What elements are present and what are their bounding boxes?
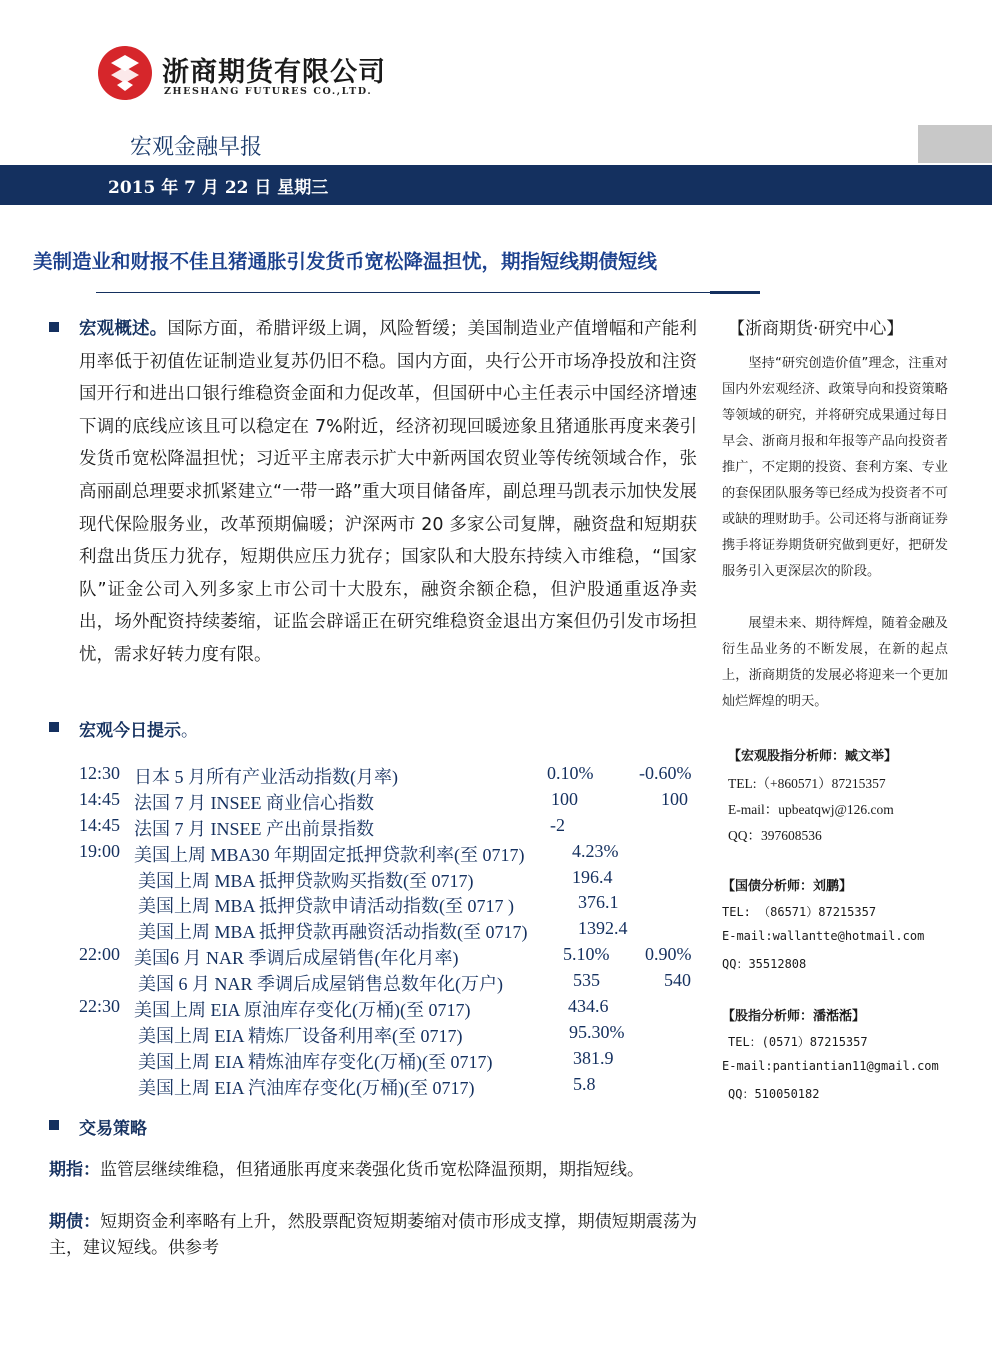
calendar-event: 法国 7 月 INSEE 商业信心指数 (134, 793, 374, 813)
calendar-actual: 535 (573, 970, 600, 990)
macro-today-title (79, 716, 198, 741)
report-name: 宏观金融早报 (130, 135, 263, 160)
analyst-tel: TEL：(0571）87215357 (728, 1035, 868, 1049)
calendar-time: 19:00 (79, 841, 121, 861)
calendar-actual: 381.9 (573, 1048, 614, 1068)
calendar-event: 美国上周 EIA 原油库存变化(万桶)(至 0717) (134, 1000, 471, 1020)
calendar-time: 14:45 (79, 789, 121, 809)
analyst-title: 【股指分析师：潘湉湉】 (722, 1009, 866, 1024)
sidebar-outlook: 展望未来、期待辉煌，随着金融及衍生品业务的不断发展，在新的起点上，浙商期货的发展必将迎来一个更加灿烂辉煌的明天。 (722, 616, 948, 709)
analyst-tel: TEL:（+860571）87215357 (728, 776, 886, 791)
calendar-previous: 540 (664, 970, 691, 990)
strategy-title: 交易策略 (79, 1119, 147, 1139)
headline-divider (96, 292, 710, 293)
strategy-bond-text: 短期资金利率略有上升，然股票配资短期萎缩对债市形成支撑，期债短期震荡为主，建议短线。供参考 (49, 1212, 698, 1258)
calendar-event: 美国上周 EIA 汽油库存变化(万桶)(至 0717) (138, 1078, 475, 1098)
calendar-event: 美国上周 MBA 抵押贷款申请活动指数(至 0717 ) (138, 896, 515, 916)
calendar-actual: 376.1 (578, 892, 619, 912)
calendar-previous: 100 (661, 789, 688, 809)
calendar-event: 美国上周 EIA 精炼油库存变化(万桶)(至 0717) (138, 1052, 493, 1072)
calendar-event: 日本 5 月所有产业活动指数(月率) (134, 767, 398, 787)
strategy-index-futures (49, 1157, 697, 1183)
headline-divider-accent (710, 291, 760, 294)
strategy-index-label: 期指： (49, 1160, 100, 1180)
strategy-bond-label: 期债： (49, 1212, 101, 1232)
analyst-qq: QQ：397608536 (728, 828, 822, 843)
calendar-event: 美国上周 EIA 精炼厂设备利用率(至 0717) (138, 1026, 463, 1046)
analyst-title: 【国债分析师：刘鹏】 (722, 879, 853, 894)
analyst-title: 【宏观股指分析师：臧文举】 (728, 749, 898, 764)
company-name-en: ZHESHANG FUTURES CO.,LTD. (164, 86, 373, 97)
header-accent-box (918, 125, 992, 163)
analyst-qq: QQ：35512808 (722, 957, 807, 971)
section-bullet (49, 1120, 59, 1130)
calendar-actual: 0.10% (547, 763, 594, 783)
calendar-actual: 196.4 (572, 867, 613, 887)
calendar-previous: 0.90% (645, 944, 692, 964)
report-date: 2015 年 7 月 22 日 星期三 (108, 178, 329, 198)
calendar-time: 12:30 (79, 763, 121, 783)
calendar-actual: 1392.4 (578, 918, 628, 938)
analyst-email: E-mail：upbeatqwj@126.com (728, 802, 894, 817)
calendar-event: 美国6 月 NAR 季调后成屋销售(年化月率) (134, 948, 459, 968)
calendar-previous: -0.60% (639, 763, 692, 783)
calendar-time: 22:30 (79, 996, 121, 1016)
calendar-actual: -2 (550, 815, 565, 835)
sidebar-title: 【浙商期货·研究中心】 (728, 319, 904, 339)
calendar-time: 22:00 (79, 944, 121, 964)
calendar-actual: 95.30% (569, 1022, 625, 1042)
analyst-tel: TEL: （86571）87215357 (722, 905, 877, 919)
calendar-actual: 100 (551, 789, 578, 809)
headline: 美制造业和财报不佳且猪通胀引发货币宽松降温担忧，期指短线期债短线 (33, 250, 658, 273)
calendar-actual: 434.6 (568, 996, 609, 1016)
strategy-index-text: 监管层继续维稳，但猪通胀再度来袭强化货币宽松降温预期，期指短线。 (100, 1160, 644, 1180)
analyst-email: E-mail:pantiantian11@gmail.com (722, 1059, 939, 1073)
calendar-actual: 5.8 (573, 1074, 596, 1094)
calendar-actual: 5.10% (563, 944, 610, 964)
company-name-cn: 浙商期货有限公司 (162, 57, 386, 88)
calendar-event: 美国上周 MBA 抵押贷款再融资活动指数(至 0717) (138, 922, 528, 942)
strategy-bond-futures (49, 1209, 697, 1261)
macro-today-title-text: 宏观今日提示 (79, 721, 181, 741)
analyst-qq: QQ：510050182 (728, 1087, 820, 1101)
macro-today-title-dot: 。 (181, 721, 198, 741)
calendar-event: 美国上周 MBA 抵押贷款购买指数(至 0717) (138, 871, 474, 891)
section-bullet (49, 722, 59, 732)
calendar-event: 美国 6 月 NAR 季调后成屋销售总数年化(万户) (138, 974, 503, 994)
analyst-email: E-mail:wallantte@hotmail.com (722, 929, 925, 943)
calendar-time: 14:45 (79, 815, 121, 835)
macro-overview-text: 国际方面，希腊评级上调，风险暂缓；美国制造业产值增幅和产能利用率低于初值佐证制造业复苏仍旧不稳。国内方面，央行公开市场净投放和注资国开行和进出口银行维稳资金面和力促改革，但国研中心主任表示中国经济增速下调的底线应该且可以稳定在 7%附近，经济初现回暖迹象且猪通胀再度来袭引发货币宽松降温担忧；习近平主席表示扩大中新两国农贸业等传统领域合作，张高丽副总理要求抓紧建立“一带一路”重大项目储备库，副总理马凯表示加快发展现代保险服务业，改革预期偏暖；沪深两市 20 多家公司复牌，融资盘和短期获利盘出货压力犹存，短期供应压力犹存；国家队和大股东持续入市维稳，“国家队”证金公司入列多家上市公司十大股东，融资余额企稳，但沪股通重返净卖出，场外配资持续萎缩，证监会辟谣正在研究维稳资金退出方案但仍引发市场担忧，需求好转力度有限。 (79, 319, 698, 665)
sidebar-intro: 坚持“研究创造价值”理念，注重对国内外宏观经济、政策导向和投资策略等领域的研究，并将研究成果通过每日早会、浙商月报和年报等产品向投资者推广，不定期的投资、套利方案、专业的套保团队服务等已经成为投资者不可或缺的理财助手。公司还将与浙商证券携手将证券期货研究做到更好，把研发服务引入更深层次的阶段。 (722, 356, 948, 579)
calendar-event: 美国上周 MBA30 年期固定抵押贷款利率(至 0717) (134, 845, 525, 865)
company-logo (97, 45, 153, 101)
macro-overview-title: 宏观概述。 (79, 319, 168, 339)
calendar-event: 法国 7 月 INSEE 产出前景指数 (134, 819, 374, 839)
section-bullet (49, 322, 59, 332)
macro-overview-paragraph (79, 313, 697, 672)
calendar-actual: 4.23% (572, 841, 619, 861)
